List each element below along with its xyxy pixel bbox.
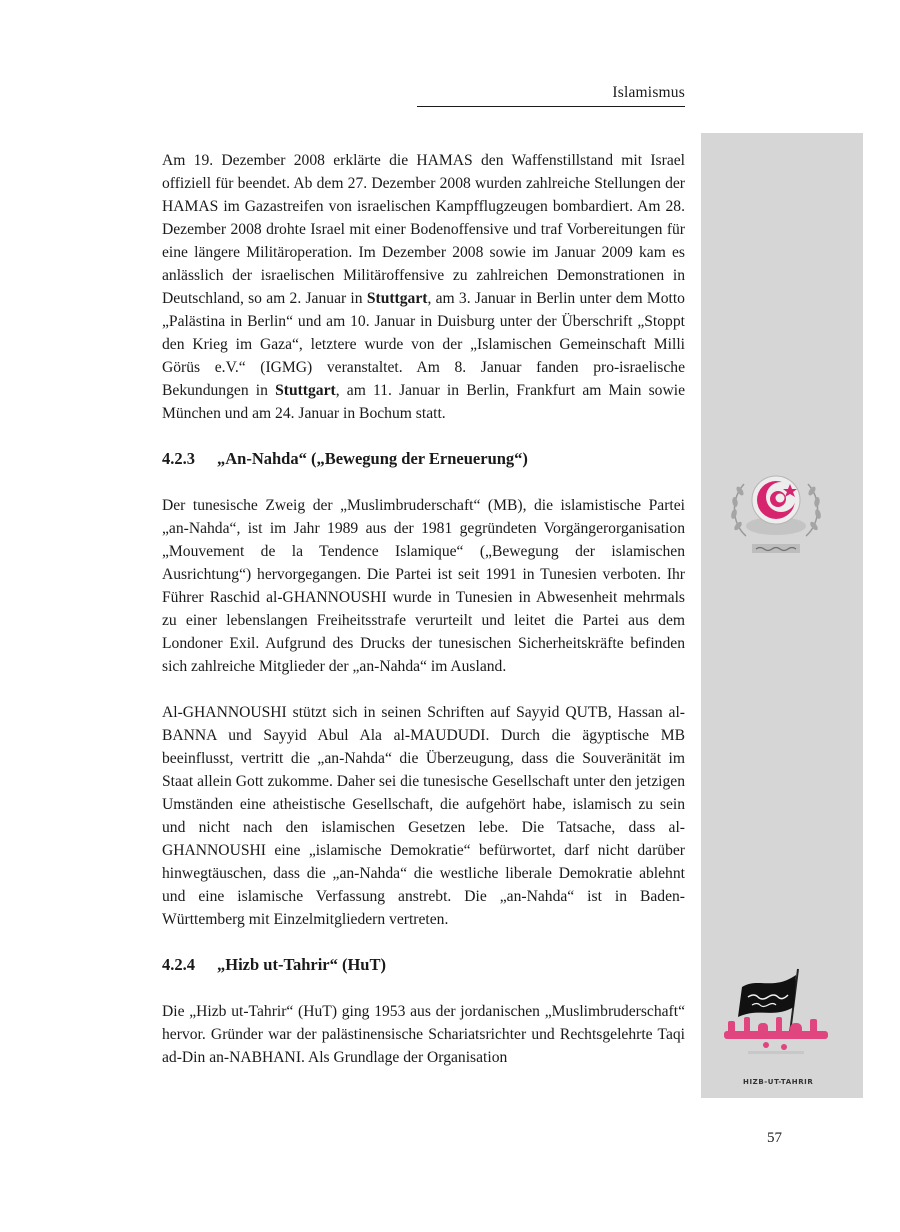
city-emphasis: Stuttgart	[275, 382, 336, 399]
paragraph-text: , am 3. Januar in Berlin unter dem Motto „Palästina in Berlin“ und am 10. Januar in Duisburg unter der Überschrift „Stoppt den Krieg im Gaza“, letztere wurde von der „Islamischen Gemeinschaft Milli Görüs e.V.“ (IGMG) veranstaltet. Am 8. Januar fanden pro-israelische Bekundungen in	[162, 290, 685, 399]
paragraph	[162, 149, 685, 425]
section-heading-hizb-ut-tahrir	[162, 953, 685, 977]
running-header: Islamismus	[612, 84, 685, 101]
hizb-logo-caption: HIZB-UT-TAHRIR	[743, 1078, 814, 1086]
section-title: „An-Nahda“ („Bewegung der Erneuerung“)	[217, 449, 528, 468]
paragraph-text: Am 19. Dezember 2008 erklärte die HAMAS den Waffenstillstand mit Israel offiziell für beendet. Ab dem 27. Dezember 2008 wurden zahlreiche Stellungen der HAMAS im Gazastreifen von israelischen Kampfflugzeugen bombardiert. Am 28. Dezember 2008 drohte Israel mit einer Bodenoffensive und traf Vorbereitungen für eine längere Militäroperation. Im Dezember 2008 sowie im Januar 2009 kam es anlässlich der israelischen Militäroffensive zu zahlreichen Demonstrationen in Deutschland, so am 2. Januar in	[162, 152, 685, 307]
an-nahda-logo-icon	[724, 466, 828, 560]
city-emphasis: Stuttgart	[366, 290, 428, 307]
section-heading-an-nahda	[162, 447, 685, 471]
paragraph: Al-GHANNOUSHI stützt sich in seinen Schriften auf Sayyid QUTB, Hassan al-BANNA und Sayyid Abul Ala al-MAUDUDI. Durch die ägyptische MB beeinflusst, vertritt die „an-Nahda“ die Überzeugung, dass die Souveränität im Staat allein Gott zukomme. Daher sei die tunesische Gesellschaft unter den jetzigen Umständen eine atheistische Gesellschaft, die aufgehört habe, islamisch zu sein und nicht nach den islamischen Gesetzen lebe. Die Tatsache, dass al-GHANNOUSHI eine „islamische Demokratie“ befürwortet, darf nicht darüber hinwegtäuschen, dass die „an-Nahda“ die westliche liberale Demokratie ablehnt und eine islamische Verfassung anstrebt. Die „an-Nahda“ ist in Baden-Württemberg mit Einzelmitgliedern vertreten.	[162, 704, 685, 928]
margin-sidebar	[701, 133, 863, 1098]
paragraph: Die „Hizb ut-Tahrir“ (HuT) ging 1953 aus der jordanischen „Muslimbruderschaft“ hervor. Gründer war der palästinensische Schariatsrichter und Rechtsgelehrte Taqi ad-Din an-NABHANI. Als Grundlage der Organisation	[162, 1003, 685, 1066]
section-title: „Hizb ut-Tahrir“ (HuT)	[217, 955, 386, 974]
page-number: 57	[767, 1130, 782, 1146]
hizb-ut-tahrir-logo-icon	[718, 967, 834, 1089]
paragraph-text: , am 11. Januar in Berlin, Frankfurt am Main sowie München und am 24. Januar in Bochum statt.	[162, 382, 685, 422]
section-number: 4.2.3	[162, 449, 195, 468]
header-rule	[417, 106, 685, 107]
section-number: 4.2.4	[162, 955, 195, 974]
article-body	[162, 149, 685, 1069]
paragraph: Der tunesische Zweig der „Muslimbruderschaft“ (MB), die islamistische Partei „an-Nahda“, ist im Jahr 1989 aus der 1981 gegründeten Vorgängerorganisation „Mouvement de la Tendence Islamique“ („Bewegung der islamischen Ausrichtung“) hervorgegangen. Die Partei ist seit 1991 in Tunesien verboten. Ihr Führer Raschid al-GHANNOUSHI wurde in Tunesien in Abwesenheit mehrmals zu einer lebenslangen Freiheitsstrafe verurteilt und leitet die Partei aus dem Londoner Exil. Aufgrund des Drucks der tunesischen Sicherheitskräfte befinden sich zahlreiche Mitglieder der „an-Nahda“ im Ausland.	[162, 497, 685, 675]
